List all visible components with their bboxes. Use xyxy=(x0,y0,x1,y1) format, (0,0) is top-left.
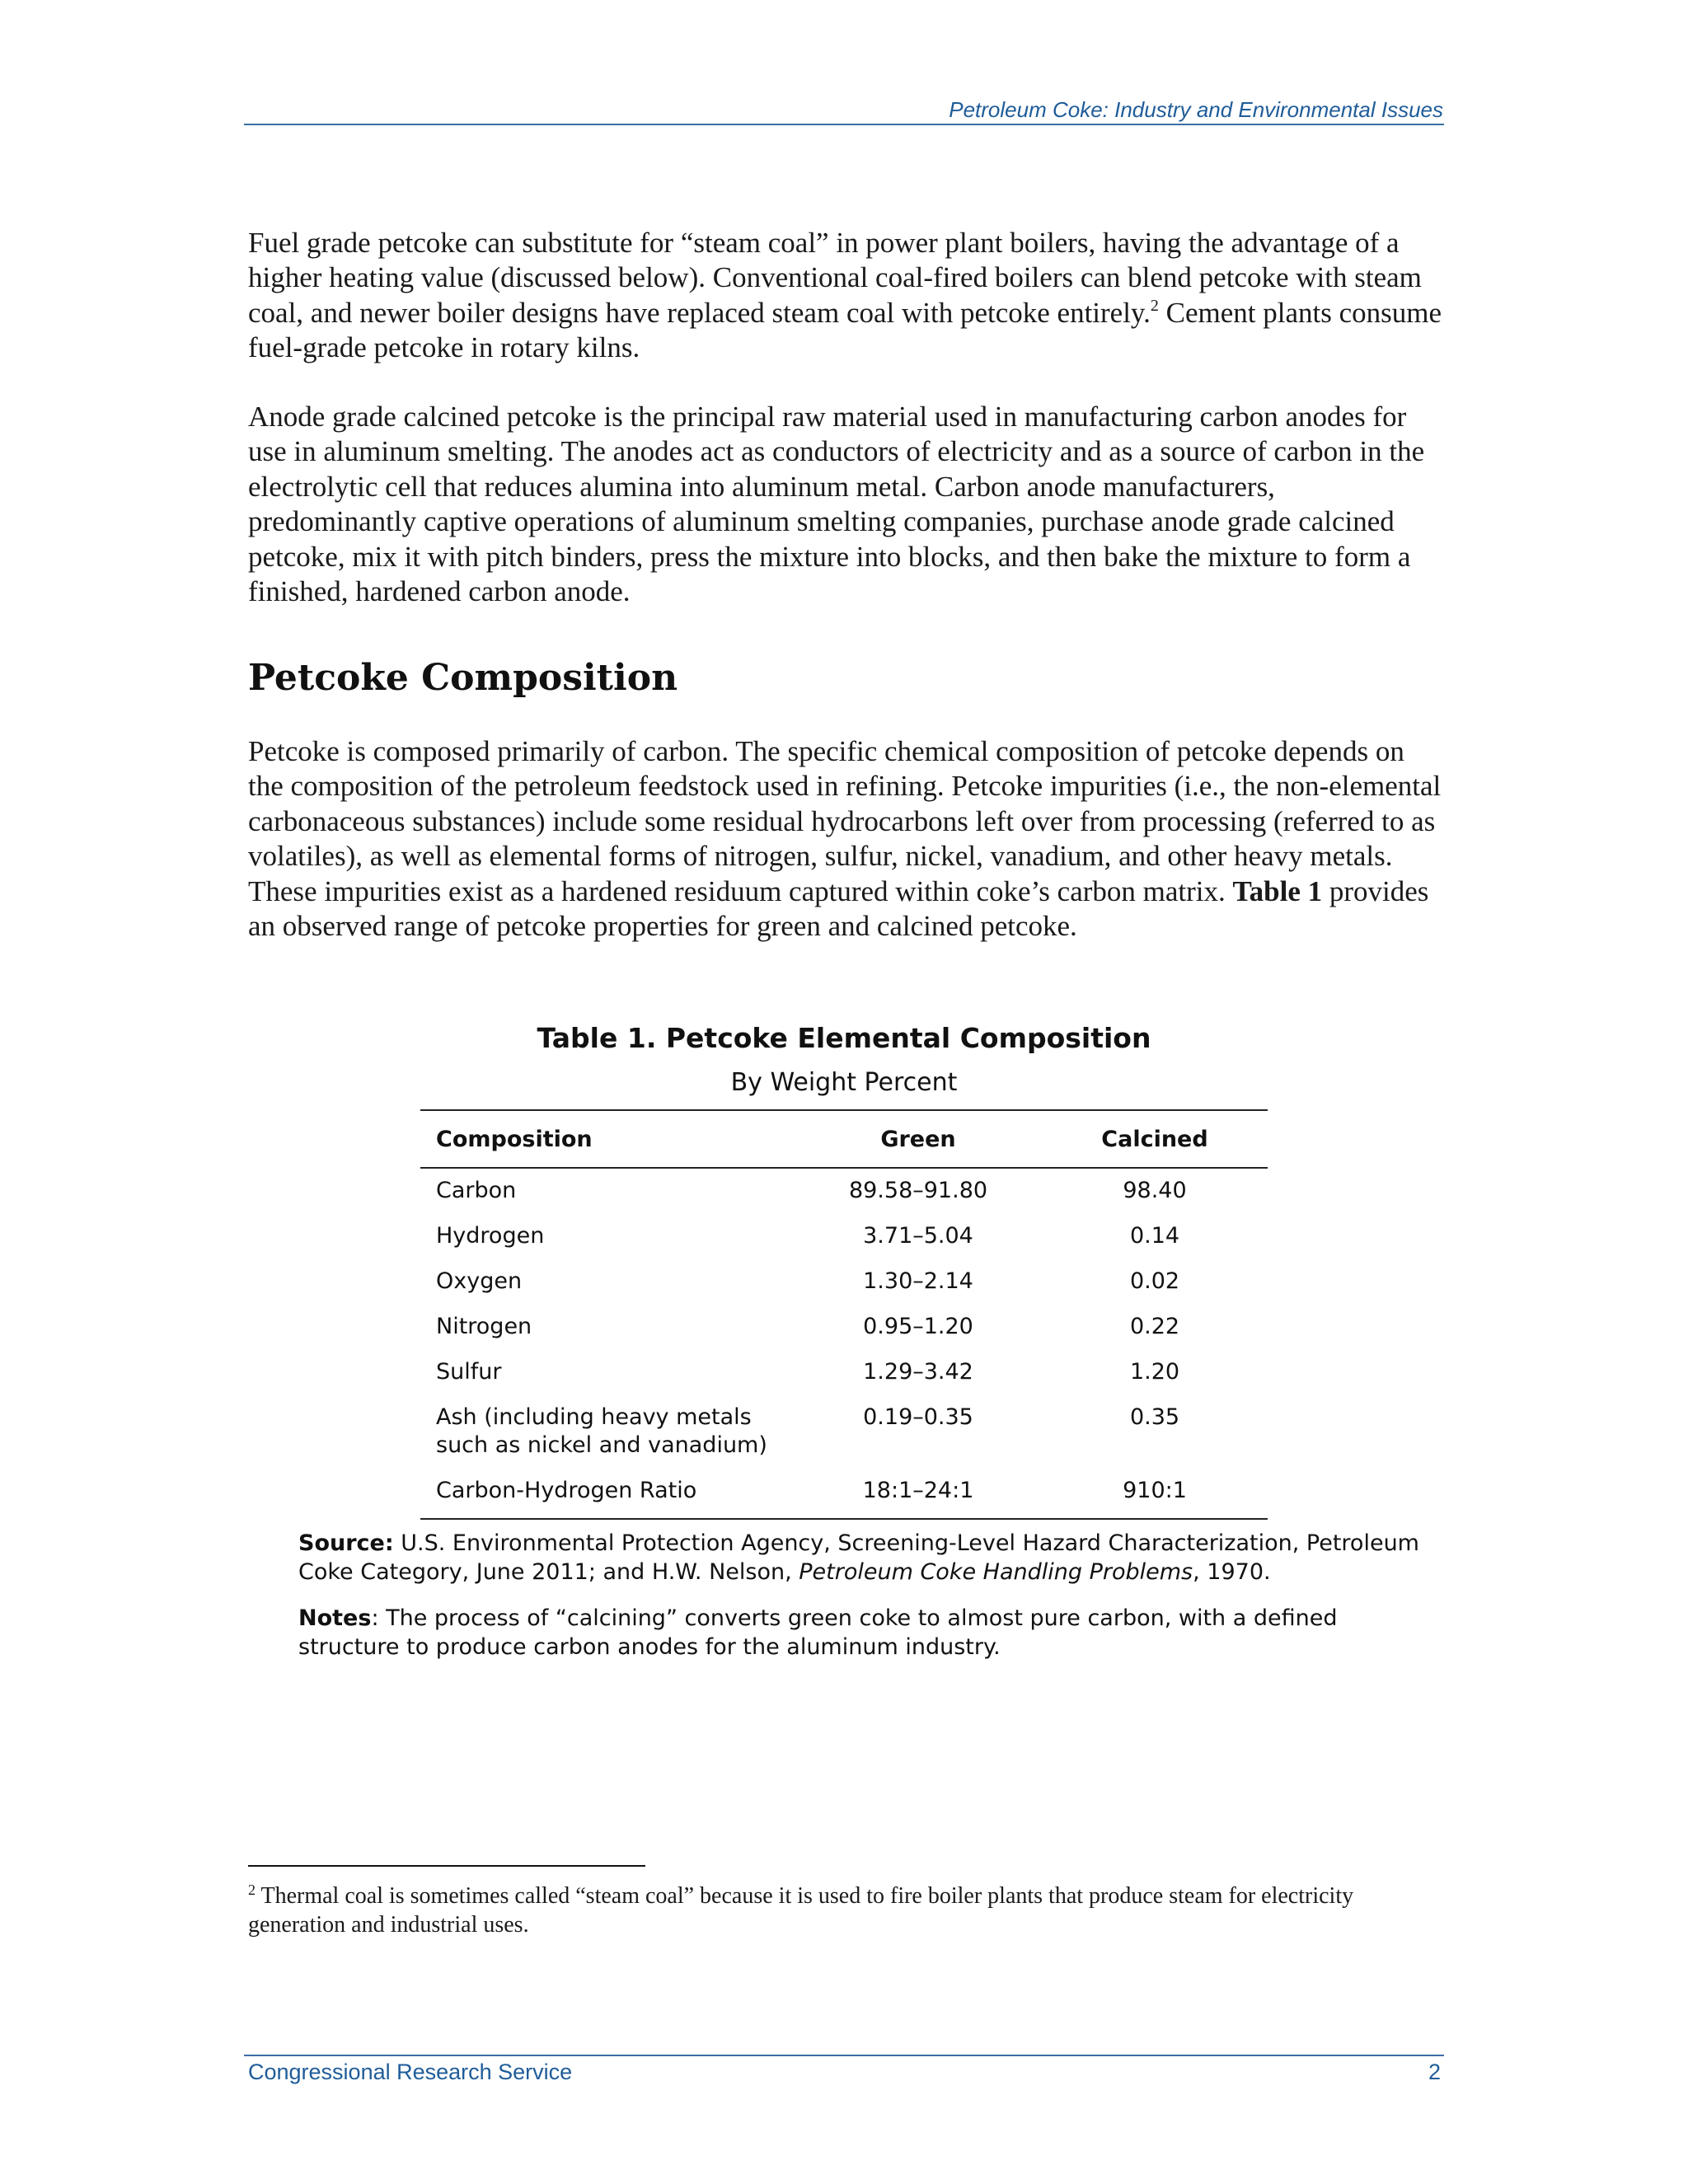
cell-composition: Oxygen xyxy=(436,1268,523,1294)
cell-calcined: 0.22 xyxy=(1129,1314,1180,1339)
paragraph-fuel-grade-tail: Cement plants consume fuel-grade petcoke in rotary kilns. xyxy=(248,296,1442,364)
cell-calcined: 98.40 xyxy=(1123,1178,1187,1203)
cell-composition: Nitrogen xyxy=(436,1314,532,1339)
footer-organization: Congressional Research Service xyxy=(248,2060,573,2084)
table-reference: Table 1 xyxy=(1232,874,1323,907)
footnote-ref-2[interactable]: 2 xyxy=(1150,296,1159,315)
cell-green: 0.19–0.35 xyxy=(863,1404,973,1430)
cell-calcined: 0.14 xyxy=(1129,1223,1180,1249)
running-header-title: Petroleum Coke: Industry and Environmental Issues xyxy=(949,97,1443,122)
source-label: Source: xyxy=(298,1530,394,1556)
source-text: U.S. Environmental Protection Agency, Screening-Level Hazard Characterization, Petroleum Coke Category, June 2011; and H.W. Nelson, xyxy=(298,1530,1419,1585)
table-row xyxy=(420,1358,1268,1404)
footer-divider xyxy=(244,2055,1444,2056)
table-row xyxy=(420,1168,1268,1222)
cell-green: 1.29–3.42 xyxy=(863,1359,973,1385)
page-number: 2 xyxy=(1428,2060,1441,2084)
paragraph-fuel-grade-text: Fuel grade petcoke can substitute for “steam coal” in power plant boilers, having the advantage of a higher heating value (discussed below). Conventional coal-fired boilers can blend petcoke with steam coal, and newer boiler designs have replaced steam coal with petcoke entirely. xyxy=(248,227,1422,329)
section-heading-petcoke-composition: Petcoke Composition xyxy=(248,657,678,699)
paragraph-fuel-grade xyxy=(248,226,1445,366)
table-row xyxy=(420,1268,1268,1313)
table-row xyxy=(420,1313,1268,1358)
cell-composition: Sulfur xyxy=(436,1359,502,1385)
table-row xyxy=(420,1404,1268,1477)
cell-green: 1.30–2.14 xyxy=(863,1268,973,1294)
table-row xyxy=(420,1222,1268,1268)
paragraph-composition xyxy=(248,734,1445,944)
cell-calcined: 0.02 xyxy=(1129,1268,1180,1294)
footnote-2 xyxy=(248,1882,1445,1939)
cell-green: 18:1–24:1 xyxy=(795,1477,1042,1519)
cell-green: 0.95–1.20 xyxy=(863,1314,973,1339)
footnote-number: 2 xyxy=(248,1882,256,1898)
paragraph-composition-tail: provides an observed range of petcoke properties for green and calcined petcoke. xyxy=(248,874,1429,943)
cell-calcined: 0.35 xyxy=(1129,1404,1180,1430)
column-header-green: Green xyxy=(795,1110,1042,1168)
cell-composition: Ash (including heavy metals such as nickel and vanadium) xyxy=(436,1404,767,1458)
cell-composition: Carbon-Hydrogen Ratio xyxy=(420,1477,795,1519)
table-notes xyxy=(298,1604,1436,1661)
table-subtitle: By Weight Percent xyxy=(730,1068,958,1097)
notes-label: Notes xyxy=(298,1605,372,1631)
cell-green: 3.71–5.04 xyxy=(863,1223,973,1249)
source-tail: , 1970. xyxy=(1193,1559,1271,1585)
table-header-row xyxy=(420,1110,1268,1168)
footnote-text: Thermal coal is sometimes called “steam coal” because it is used to fire boiler plants that produce steam for electricity generation and industrial uses. xyxy=(248,1883,1354,1938)
footnote-divider xyxy=(248,1865,645,1867)
cell-green: 89.58–91.80 xyxy=(848,1178,988,1203)
table-source-note xyxy=(298,1529,1436,1586)
cell-calcined: 910:1 xyxy=(1042,1477,1268,1519)
column-header-composition: Composition xyxy=(420,1110,795,1168)
header-divider xyxy=(244,124,1444,125)
source-italic-title: Petroleum Coke Handling Problems xyxy=(799,1559,1193,1585)
cell-composition: Carbon xyxy=(436,1178,517,1203)
cell-calcined: 1.20 xyxy=(1129,1359,1180,1385)
notes-text: : The process of “calcining” converts green coke to almost pure carbon, with a defined structure to produce carbon anodes for the aluminum industry. xyxy=(298,1605,1338,1660)
composition-table xyxy=(420,1109,1268,1520)
table-title: Table 1. Petcoke Elemental Composition xyxy=(537,1022,1151,1054)
cell-composition: Hydrogen xyxy=(436,1223,545,1249)
column-header-calcined: Calcined xyxy=(1042,1110,1268,1168)
paragraph-anode-grade: Anode grade calcined petcoke is the principal raw material used in manufacturing carbon anodes for use in aluminum smelting. The anodes act as conductors of electricity and as a source of carbon in the electrolytic cell that reduces alumina into aluminum metal. Carbon anode manufacturers, predominantly captive operations of aluminum smelting companies, purchase anode grade calcined petcoke, mix it with pitch binders, press the mixture into blocks, and then bake the mixture to form a finished, hardened carbon anode. xyxy=(248,401,1425,608)
table-row xyxy=(420,1477,1268,1519)
paragraph-composition-text: Petcoke is composed primarily of carbon. The specific chemical composition of petcoke depends on the composition of the petroleum feedstock used in refining. Petcoke impurities (i.e., the non-elemental carbonaceous substances) include some residual hydrocarbons left over from processing (referred to as volatiles), as well as elemental forms of nitrogen, sulfur, nickel, vanadium, and other heavy metals. These impurities exist as a hardened residuum captured within coke’s carbon matrix. xyxy=(248,735,1442,907)
